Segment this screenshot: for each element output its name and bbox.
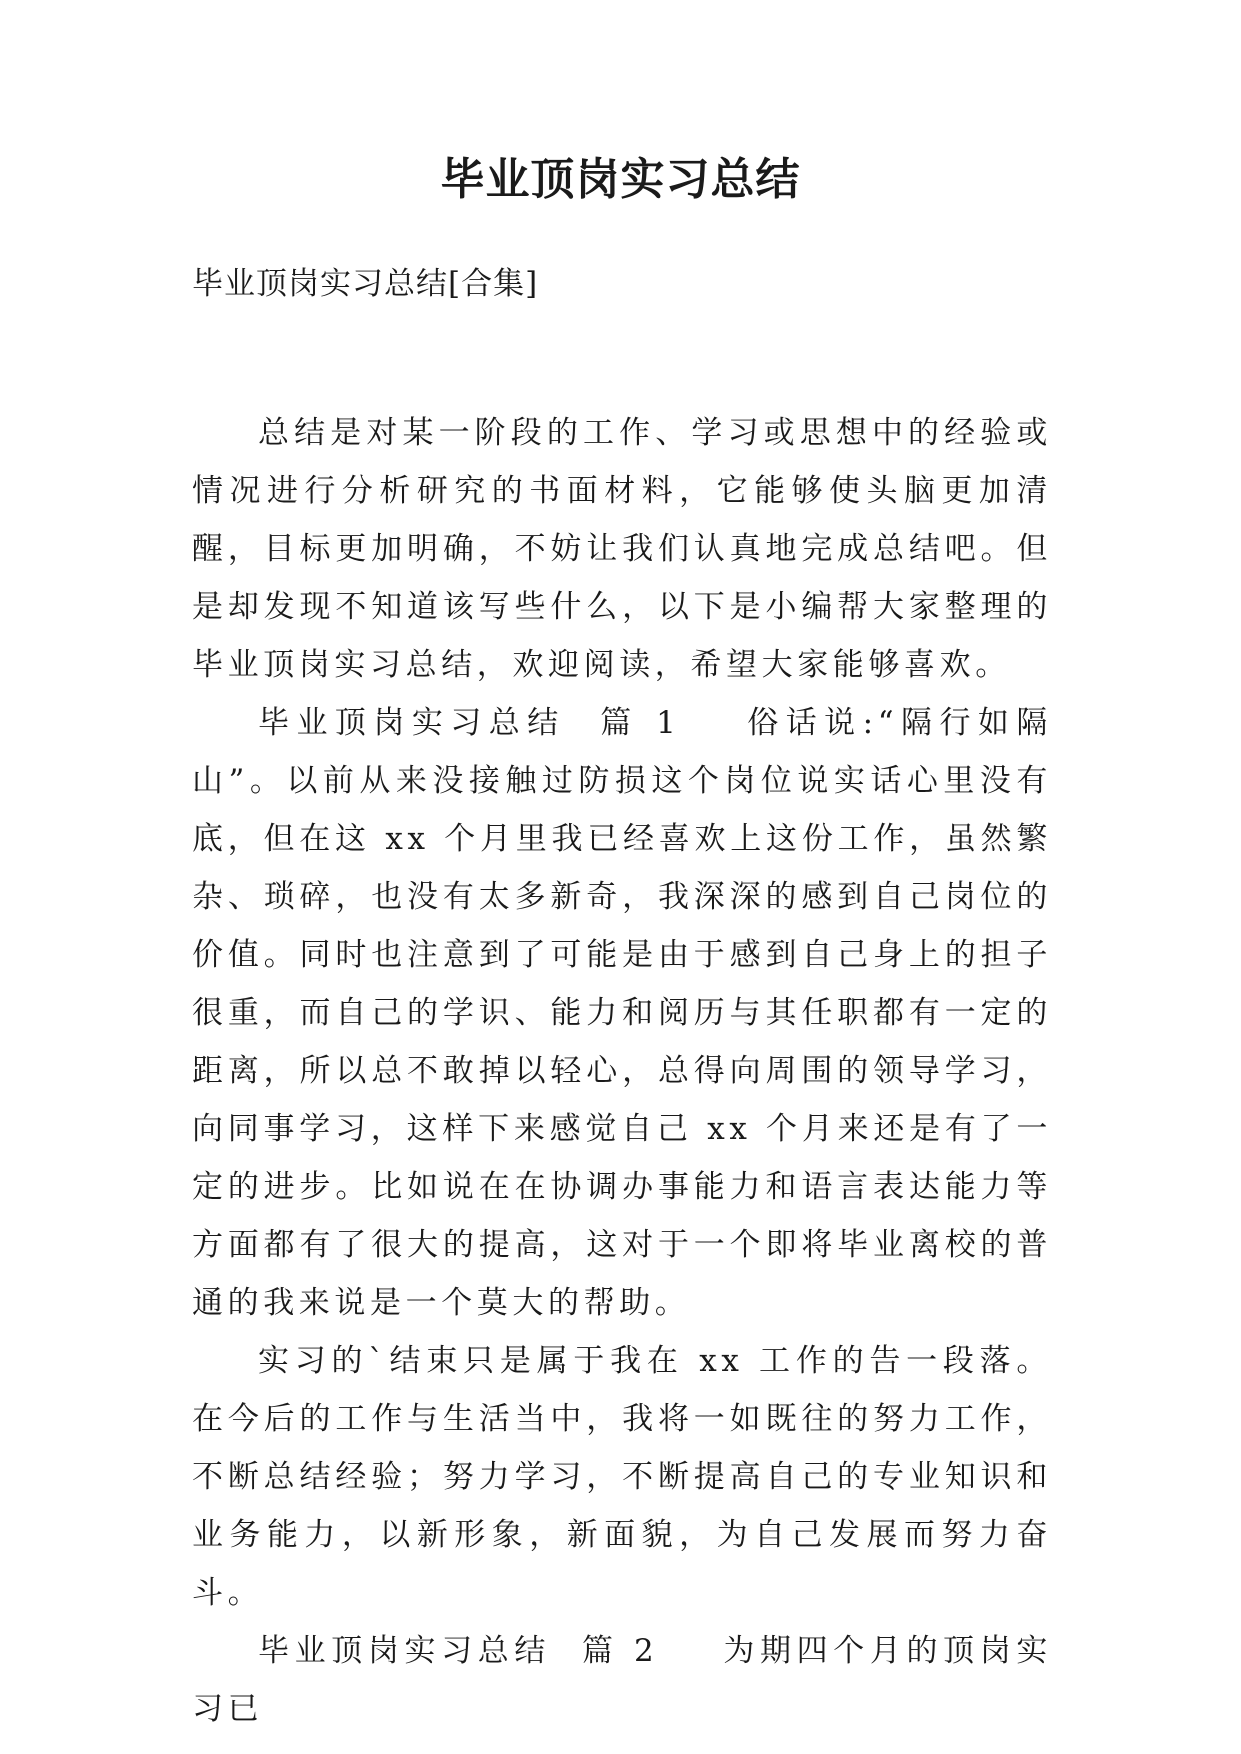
paragraph-text: 为期四个月的顶岗实习已 xyxy=(192,1633,1052,1727)
paragraph-section-2 xyxy=(192,1622,1052,1738)
section-heading: 毕业顶岗实习总结 篇 1 xyxy=(258,705,681,741)
paragraph-text: 实习的`结束只是属于我在 xx 工作的告一段落。在今后的工作与生活当中，我将一如既往的努力工作，不断总结经验；努力学习，不断提高自己的专业知识和业务能力，以新形象，新面貌，为自己发展而努力奋斗。 xyxy=(192,1343,1052,1611)
section-heading: 毕业顶岗实习总结 篇 2 xyxy=(258,1633,659,1669)
document-title: 毕业顶岗实习总结 xyxy=(440,154,801,205)
document-subtitle: 毕业顶岗实习总结[合集] xyxy=(192,266,539,302)
paragraph-conclusion xyxy=(192,1332,1052,1622)
paragraph-text: 总结是对某一阶段的工作、学习或思想中的经验或情况进行分析研究的书面材料，它能够使头脑更加清醒，目标更加明确，不妨让我们认真地完成总结吧。但是却发现不知道该写些什么，以下是小编帮大家整理的毕业顶岗实习总结，欢迎阅读，希望大家能够喜欢。 xyxy=(192,415,1052,683)
paragraph-text: 俗话说:“隔行如隔山”。以前从来没接触过防损这个岗位说实话心里没有底，但在这 xx 个月里我已经喜欢上这份工作，虽然繁杂、琐碎，也没有太多新奇，我深深的感到自己岗位的价值。同时也注意到了可能是由于感到自己身上的担子很重，而自己的学识、能力和阅历与其任职都有一定的距离，所以总不敢掉以轻心，总得向周围的领导学习，向同事学习，这样下来感觉自己 xx 个月来还是有了一定的进步。比如说在在协调办事能力和语言表达能力等方面都有了很大的提高，这对于一个即将毕业离校的普通的我来说是一个莫大的帮助。 xyxy=(192,705,1052,1321)
document-body xyxy=(192,404,1052,1738)
paragraph-section-1 xyxy=(192,694,1052,1332)
paragraph-intro xyxy=(192,404,1052,694)
